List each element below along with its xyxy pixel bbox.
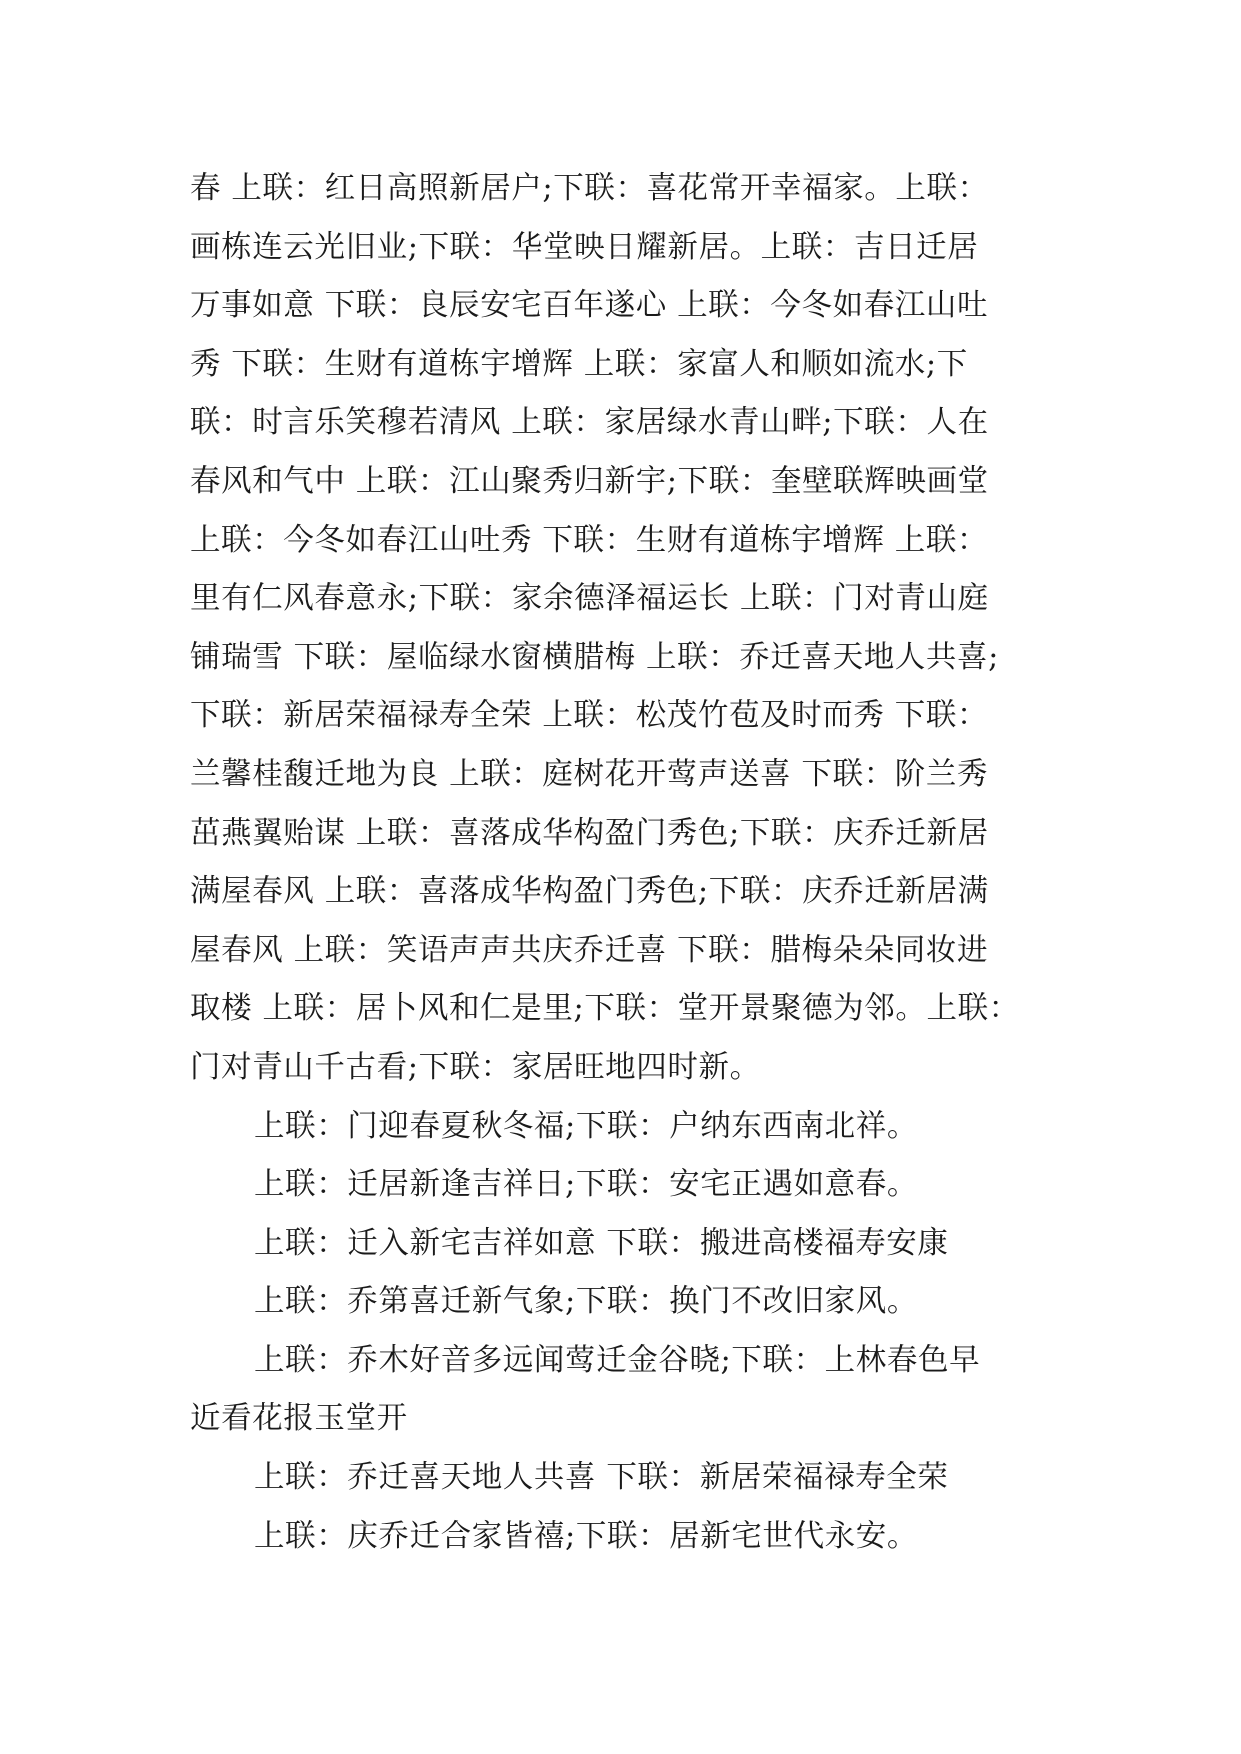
text-line: 联：时言乐笑穆若清风 上联：家居绿水青山畔;下联：人在 (190, 405, 989, 441)
text-line: 满屋春风 上联：喜落成华构盈门秀色;下联：庆乔迁新居满 (190, 874, 989, 910)
paragraph-first-line: 上联：乔木好音多远闻莺迁金谷晓;下联：上林春色早 (254, 1342, 981, 1378)
paragraph-continuation-line: 近看花报玉堂开 (190, 1401, 408, 1437)
text-line: 春风和气中 上联：江山聚秀归新宇;下联：奎壁联辉映画堂 (190, 463, 989, 499)
couplet-text (190, 160, 1070, 1566)
text-line: 屋春风 上联：笑语声声共庆乔迁喜 下联：腊梅朵朵同妆进 (190, 932, 989, 968)
paragraph-first-line: 上联：迁居新逢吉祥日;下联：安宅正遇如意春。 (254, 1167, 918, 1203)
paragraph-first-line: 上联：庆乔迁合家皆禧;下联：居新宅世代永安。 (254, 1518, 918, 1554)
paragraph-first-line: 上联：迁入新宅吉祥如意 下联：搬进高楼福寿安康 (254, 1225, 949, 1261)
text-line: 茁燕翼贻谋 上联：喜落成华构盈门秀色;下联：庆乔迁新居 (190, 815, 989, 851)
paragraph-first-line: 上联：乔第喜迁新气象;下联：换门不改旧家风。 (254, 1284, 918, 1320)
text-line: 秀 下联：生财有道栋宇增辉 上联：家富人和顺如流水;下 (190, 346, 968, 382)
text-line: 铺瑞雪 下联：屋临绿水窗横腊梅 上联：乔迁喜天地人共喜; (190, 639, 999, 675)
text-line: 门对青山千古看;下联：家居旺地四时新。 (190, 1049, 761, 1085)
paragraph-first-line: 上联：门迎春夏秋冬福;下联：户纳东西南北祥。 (254, 1108, 918, 1144)
text-line: 上联：今冬如春江山吐秀 下联：生财有道栋宇增辉 上联： (190, 522, 989, 558)
text-line: 画栋连云光旧业;下联：华堂映日耀新居。上联：吉日迁居 (190, 229, 979, 265)
paragraph-first-line: 上联：乔迁喜天地人共喜 下联：新居荣福禄寿全荣 (254, 1460, 949, 1496)
text-line: 春 上联：红日高照新居户;下联：喜花常开幸福家。上联： (190, 171, 989, 206)
text-line: 里有仁风春意永;下联：家余德泽福运长 上联：门对青山庭 (190, 581, 989, 617)
text-line: 取楼 上联：居卜风和仁是里;下联：堂开景聚德为邻。上联： (190, 991, 1020, 1027)
text-line: 兰馨桂馥迁地为良 上联：庭树花开莺声送喜 下联：阶兰秀 (190, 756, 989, 792)
text-line: 万事如意 下联：良辰安宅百年遂心 上联：今冬如春江山吐 (190, 288, 989, 324)
text-line: 下联：新居荣福禄寿全荣 上联：松茂竹苞及时而秀 下联： (190, 698, 989, 734)
